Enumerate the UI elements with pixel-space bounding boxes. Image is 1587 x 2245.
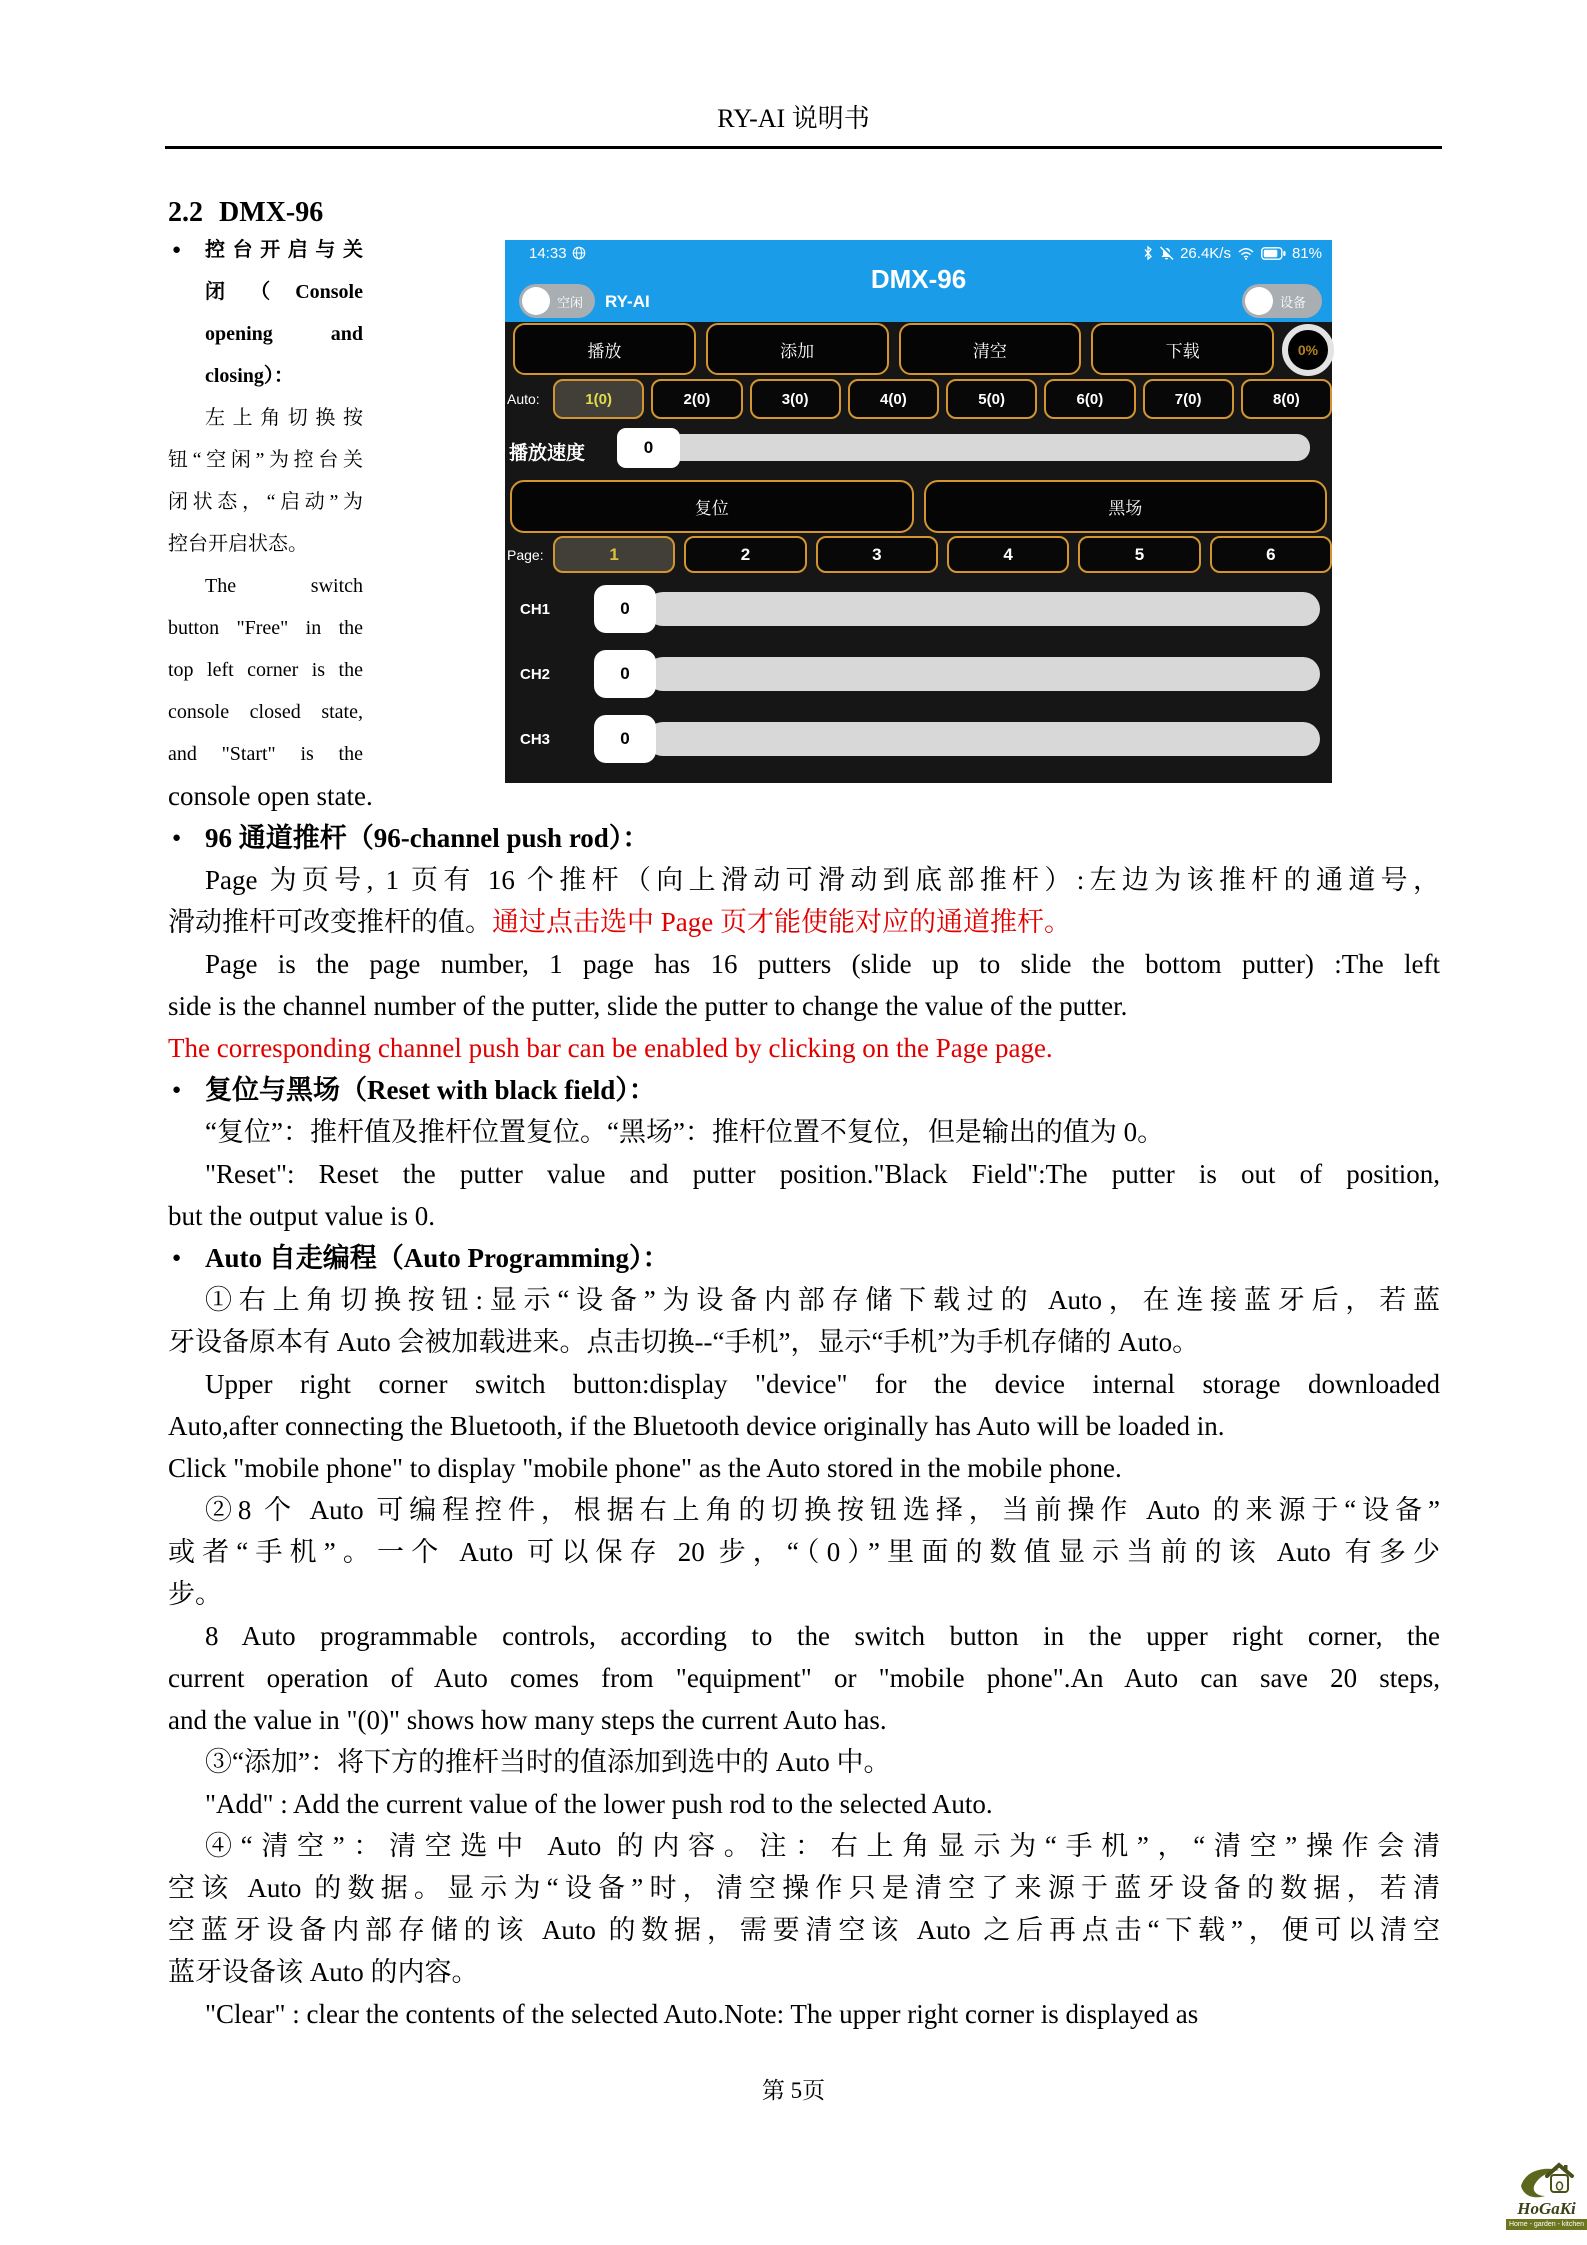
battery-percent: 81% bbox=[1291, 244, 1322, 262]
text-line bbox=[168, 1993, 1440, 2035]
text-line bbox=[168, 1027, 1440, 1069]
channel-row bbox=[505, 715, 1320, 763]
channel-label: CH1 bbox=[520, 600, 551, 618]
text-line bbox=[168, 229, 363, 271]
page-button[interactable]: 3 bbox=[816, 536, 938, 573]
text-line bbox=[168, 565, 363, 607]
text-line bbox=[168, 1321, 1440, 1363]
bullet-marker: ● bbox=[172, 242, 182, 258]
auto-buttons bbox=[553, 379, 1332, 419]
line-text: The corresponding channel push bar can be enabled by clicking on the Page page. bbox=[168, 1033, 1053, 1063]
auto-button[interactable]: 3(0) bbox=[750, 379, 841, 419]
text-line bbox=[168, 1657, 1440, 1699]
text-line bbox=[168, 1405, 1440, 1447]
header-rule bbox=[165, 146, 1442, 149]
source-toggle-label: 设备 bbox=[1280, 294, 1307, 310]
line-text: Page is the page number, 1 page has 16 putters (slide up to slide the bottom putter) :The left bbox=[205, 949, 1440, 979]
line-text: Auto,after connecting the Bluetooth, if the Bluetooth device originally has Auto will be loaded in. bbox=[168, 1411, 1225, 1441]
brand-logo bbox=[1506, 2160, 1587, 2230]
console-toggle[interactable] bbox=[519, 284, 595, 318]
line-text: button "Free" in the bbox=[168, 617, 363, 639]
source-toggle[interactable] bbox=[1242, 284, 1322, 318]
text-line bbox=[168, 607, 363, 649]
line-text: top left corner is the bbox=[168, 659, 363, 681]
channel-sliders bbox=[505, 585, 1320, 780]
line-text: Upper right corner switch button:display "device" for the device internal storage downloaded bbox=[205, 1369, 1440, 1399]
line-text: 左上角切换按 bbox=[205, 407, 363, 429]
channel-row bbox=[505, 650, 1320, 698]
doc-header-title: RY-AI 说明书 bbox=[717, 104, 870, 133]
app-header bbox=[505, 240, 1332, 322]
console-toggle-label: 空闲 bbox=[557, 294, 584, 310]
section-number: 2.2 bbox=[168, 197, 203, 228]
line-text: 复位与黑场（Reset with black field）： bbox=[205, 1075, 656, 1105]
section-heading bbox=[168, 192, 323, 234]
channel-slider-handle[interactable]: 0 bbox=[594, 585, 656, 633]
speed-slider-track[interactable] bbox=[643, 434, 1310, 461]
blackout-button[interactable]: 黑场 bbox=[924, 480, 1328, 533]
status-time: 14:33 bbox=[529, 244, 567, 262]
channel-row bbox=[505, 585, 1320, 633]
bullet-marker: ● bbox=[172, 830, 182, 846]
line-text: ①右上角切换按钮:显示“设备”为设备内部存储下载过的 Auto，在连接蓝牙后，若蓝 bbox=[205, 1285, 1440, 1315]
text-line bbox=[168, 1279, 1440, 1321]
bullet-marker: ● bbox=[172, 1082, 182, 1098]
wifi-icon bbox=[1237, 246, 1255, 260]
line-text: 空该 Auto 的数据。显示为“设备”时，清空操作只是清空了来源于蓝牙设备的数据，若清 bbox=[168, 1873, 1440, 1903]
page-button[interactable]: 4 bbox=[947, 536, 1069, 573]
document-body bbox=[168, 775, 1440, 2035]
channel-label: CH2 bbox=[520, 665, 551, 683]
text-line bbox=[168, 1783, 1440, 1825]
notifications-muted-icon bbox=[1159, 246, 1174, 261]
auto-button[interactable]: 1(0) bbox=[553, 379, 644, 419]
line-text: 步。 bbox=[168, 1579, 222, 1609]
play-button[interactable]: 播放 bbox=[513, 323, 696, 375]
line-text: 蓝牙设备该 Auto 的内容。 bbox=[168, 1957, 479, 1987]
line-text: 控台开启状态。 bbox=[168, 533, 308, 555]
text-line bbox=[168, 859, 1440, 901]
text-line bbox=[168, 1489, 1440, 1531]
text-line bbox=[168, 1951, 1440, 1993]
logo-house-icon bbox=[1515, 2160, 1579, 2200]
text-line bbox=[168, 523, 363, 565]
line-text: 闭状态，“启动”为 bbox=[168, 491, 363, 513]
line-text: console open state. bbox=[168, 781, 373, 811]
section-title: DMX-96 bbox=[219, 197, 324, 228]
line-text: "Add" : Add the current value of the lower push rod to the selected Auto. bbox=[205, 1789, 993, 1819]
logo-tagline: Home - garden - kitchen bbox=[1506, 2219, 1587, 2230]
page-button[interactable]: 6 bbox=[1210, 536, 1332, 573]
line-text: 空蓝牙设备内部存储的该 Auto 的数据，需要清空该 Auto 之后再点击“下载”，便可以清空 bbox=[168, 1915, 1440, 1945]
status-left bbox=[529, 245, 586, 262]
line-text: 96 通道推杆（96-channel push rod）： bbox=[205, 823, 650, 853]
left-text-column bbox=[168, 229, 363, 775]
battery-icon bbox=[1261, 247, 1286, 260]
text-line bbox=[168, 313, 363, 355]
line-text: ④“清空”：清空选中 Auto 的内容。注：右上角显示为“手机”，“清空”操作会清 bbox=[205, 1831, 1440, 1861]
globe-icon bbox=[572, 246, 586, 260]
line-text: Click "mobile phone" to display "mobile phone" as the Auto stored in the mobile phone. bbox=[168, 1453, 1122, 1483]
auto-button[interactable]: 4(0) bbox=[848, 379, 939, 419]
auto-button[interactable]: 6(0) bbox=[1044, 379, 1135, 419]
text-line bbox=[168, 481, 363, 523]
text-line bbox=[168, 1573, 1440, 1615]
line-text: 控台开启与关 bbox=[205, 239, 363, 261]
action-row bbox=[510, 480, 1327, 533]
download-button[interactable]: 下载 bbox=[1091, 323, 1274, 375]
channel-slider-handle[interactable]: 0 bbox=[594, 715, 656, 763]
page-button[interactable]: 5 bbox=[1078, 536, 1200, 573]
text-line bbox=[168, 943, 1440, 985]
line-text: The switch bbox=[205, 575, 363, 597]
text-line bbox=[168, 439, 363, 481]
text-line bbox=[168, 1195, 1440, 1237]
line-text: 8 Auto programmable controls, according to the switch button in the upper right corner, the bbox=[205, 1621, 1440, 1651]
bluetooth-icon bbox=[1143, 245, 1153, 261]
line-text: "Clear" : clear the contents of the selected Auto.Note: The upper right corner is displayed as bbox=[205, 1999, 1199, 2029]
line-text-red: 通过点击选中 Page 页才能使能对应的通道推杆。 bbox=[492, 907, 1071, 937]
status-right bbox=[1143, 245, 1322, 262]
toggle-knob bbox=[522, 287, 550, 315]
text-line bbox=[168, 271, 363, 313]
line-text: and the value in "(0)" shows how many steps the current Auto has. bbox=[168, 1705, 887, 1735]
net-speed: 26.4K/s bbox=[1180, 244, 1231, 262]
text-line bbox=[168, 1867, 1440, 1909]
channel-slider-handle[interactable]: 0 bbox=[594, 650, 656, 698]
channel-slider-track[interactable] bbox=[646, 722, 1320, 756]
reset-button[interactable]: 复位 bbox=[510, 480, 914, 533]
line-text: and "Start" is the bbox=[168, 743, 363, 765]
speed-slider-handle[interactable]: 0 bbox=[617, 428, 680, 468]
auto-button[interactable]: 8(0) bbox=[1241, 379, 1332, 419]
channel-slider-track[interactable] bbox=[646, 657, 1320, 691]
line-text: 滑动推杆可改变推杆的值。 bbox=[168, 907, 492, 937]
line-text: ②8 个 Auto 可编程控件，根据右上角的切换按钮选择，当前操作 Auto 的来源于“设备” bbox=[205, 1495, 1440, 1525]
logo-name: HoGaKi bbox=[1517, 2199, 1576, 2218]
app-screenshot bbox=[505, 240, 1332, 783]
page-label: Page: bbox=[507, 546, 544, 563]
auto-row bbox=[505, 379, 1332, 419]
line-text: 牙设备原本有 Auto 会被加载进来。点击切换--“手机”，显示“手机”为手机存储的 Auto。 bbox=[168, 1327, 1200, 1357]
auto-button[interactable]: 2(0) bbox=[651, 379, 742, 419]
channel-slider-track[interactable] bbox=[646, 592, 1320, 626]
auto-label: Auto: bbox=[507, 391, 540, 407]
status-bar bbox=[505, 243, 1332, 263]
text-line bbox=[168, 1069, 1440, 1111]
line-text: Auto 自走编程（Auto Programming）： bbox=[205, 1243, 670, 1273]
text-line bbox=[168, 901, 1440, 943]
text-line bbox=[168, 733, 363, 775]
text-line bbox=[168, 1699, 1440, 1741]
progress-gauge bbox=[1282, 324, 1334, 376]
page-buttons bbox=[553, 536, 1332, 573]
line-text: console closed state, bbox=[168, 701, 363, 723]
auto-toolbar bbox=[513, 323, 1274, 375]
text-line bbox=[168, 1153, 1440, 1195]
line-text: 或者“手机”。一个 Auto 可以保存 20 步，“（0）”里面的数值显示当前的该 Auto 有多少 bbox=[168, 1537, 1440, 1567]
app-title: DMX-96 bbox=[870, 264, 967, 294]
add-button[interactable]: 添加 bbox=[706, 323, 889, 375]
line-text: “复位”：推杆值及推杆位置复位。“黑场”：推杆位置不复位，但是输出的值为 0。 bbox=[205, 1117, 1165, 1147]
text-line bbox=[168, 355, 363, 397]
text-line bbox=[168, 1237, 1440, 1279]
channel-label: CH3 bbox=[520, 730, 551, 748]
line-text: 闭（Console bbox=[205, 281, 363, 303]
text-line bbox=[168, 817, 1440, 859]
text-line bbox=[168, 985, 1440, 1027]
text-line bbox=[168, 1531, 1440, 1573]
line-text: side is the channel number of the putter, slide the putter to change the value of the putter. bbox=[168, 991, 1128, 1021]
page-footer: 第 5页 bbox=[761, 2078, 826, 2103]
toggle-knob bbox=[1245, 287, 1273, 315]
line-text: closing）： bbox=[205, 365, 294, 387]
page-button[interactable]: 2 bbox=[684, 536, 806, 573]
text-line bbox=[168, 1363, 1440, 1405]
page-button[interactable]: 1 bbox=[553, 536, 675, 573]
line-text: but the output value is 0. bbox=[168, 1201, 435, 1231]
text-line bbox=[168, 1447, 1440, 1489]
line-text: Page 为页号, 1 页有 16 个推杆（向上滑动可滑动到底部推杆）:左边为该推杆的通道号， bbox=[205, 865, 1440, 895]
text-line bbox=[168, 649, 363, 691]
text-line bbox=[168, 397, 363, 439]
progress-value: 0% bbox=[1297, 342, 1319, 358]
line-text: 钮“空闲”为控台关 bbox=[168, 449, 363, 471]
text-line bbox=[168, 1111, 1440, 1153]
line-text: opening and bbox=[205, 323, 363, 345]
page-row bbox=[505, 536, 1332, 573]
text-line bbox=[168, 775, 1440, 817]
clear-button[interactable]: 清空 bbox=[899, 323, 1082, 375]
line-text: "Reset": Reset the putter value and putter position."Black Field":The putter is out of position, bbox=[205, 1159, 1440, 1189]
auto-button[interactable]: 7(0) bbox=[1143, 379, 1234, 419]
auto-button[interactable]: 5(0) bbox=[946, 379, 1037, 419]
text-line bbox=[168, 1825, 1440, 1867]
line-text: current operation of Auto comes from "equipment" or "mobile phone".An Auto can save 20 steps, bbox=[168, 1663, 1440, 1693]
text-line bbox=[168, 1741, 1440, 1783]
text-line bbox=[168, 1615, 1440, 1657]
text-line bbox=[168, 1909, 1440, 1951]
speed-label: 播放速度 bbox=[509, 443, 586, 464]
line-text: ③“添加”：将下方的推杆当时的值添加到选中的 Auto 中。 bbox=[205, 1747, 891, 1777]
bullet-marker: ● bbox=[172, 1250, 182, 1266]
device-name: RY-AI bbox=[605, 292, 650, 311]
text-line bbox=[168, 691, 363, 733]
